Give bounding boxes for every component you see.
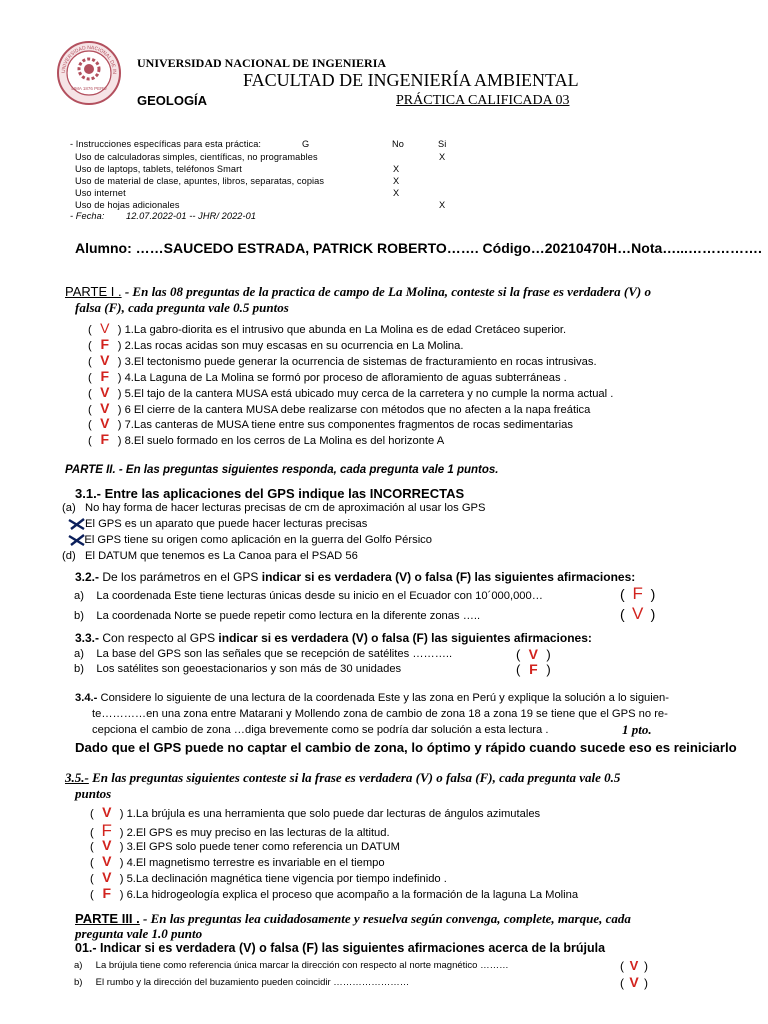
parte1-item: ( V ) 5.El tajo de la cantera MUSA está ubicado muy cerca de la carretera y no cumple la norma actual .	[88, 384, 614, 400]
selected-cross-mark-icon	[68, 534, 86, 546]
parte3-answer: ( V )	[620, 958, 648, 973]
instruction-row-si: X	[439, 152, 446, 162]
answer-mark: F	[100, 368, 110, 384]
fecha-value: 12.07.2022-01 -- JHR/ 2022-01	[126, 211, 257, 221]
q31-title: 3.1.- Entre las aplicaciones del GPS indique las INCORRECTAS	[75, 486, 465, 501]
q35-item: ( V ) 5.La declinación magnética tiene vigencia por tiempo indefinido .	[90, 869, 447, 885]
q32-item: b) La coordenada Norte se puede repetir como lectura en la diferente zonas …..	[74, 610, 481, 622]
parte1-text: - En las 08 preguntas de la practica de campo de La Molina, conteste si la frase es verdadera (V) o	[121, 284, 651, 299]
university-seal-logo	[56, 40, 122, 106]
instructions-g: G	[302, 139, 310, 149]
parte1-item: ( V ) 1.La gabro-diorita es el intrusivo que abunda en La Molina es de edad Cretáceo superior.	[88, 320, 567, 336]
q31-option: (a) No hay forma de hacer lecturas precisas de cm de aproximación al usar los GPS	[62, 502, 486, 514]
answer-mark: V	[629, 974, 639, 990]
answer-mark: V	[102, 837, 112, 853]
answer-mark: V	[100, 400, 110, 416]
q32-item: a) La coordenada Este tiene lecturas únicas desde su inicio en el Ecuador con 10´000,000…	[74, 590, 543, 602]
answer-mark: F	[102, 885, 112, 901]
selected-cross-mark-icon	[68, 518, 86, 530]
answer-mark: V	[102, 853, 112, 869]
instruction-row-text: Uso de laptops, tablets, teléfonos Smart	[75, 164, 242, 174]
instruction-row-text: Uso de hojas adicionales	[75, 200, 180, 210]
faculty-name: FACULTAD DE INGENIERÍA AMBIENTAL	[243, 70, 579, 90]
parte1-label: PARTE I .	[65, 284, 122, 299]
answer-mark: V	[629, 958, 639, 973]
q32-answer: ( V )	[620, 604, 656, 623]
q33-item: b) Los satélites son geoestacionarios y son más de 30 unidades	[74, 663, 402, 675]
q35-item: ( V ) 1.La brújula es una herramienta que solo puede dar lecturas de ángulos azimutales	[90, 804, 541, 820]
instruction-row-text: Uso de calculadoras simples, científicas, no programables	[75, 152, 318, 162]
q32-answer: ( F )	[620, 584, 656, 603]
instruction-row-no: X	[393, 164, 400, 174]
instructions-no-header: No	[392, 139, 404, 149]
answer-mark: F	[529, 661, 538, 677]
answer-mark: V	[100, 320, 110, 336]
q35-item: ( V ) 3.El GPS solo puede tener como referencia un DATUM	[90, 837, 400, 853]
q31-option: (d) El DATUM que tenemos es La Canoa para el PSAD 56	[62, 550, 358, 562]
parte1-item: ( V ) 7.Las canteras de MUSA tiene entre sus componentes fragmentos de rocas sedimentarias	[88, 415, 573, 431]
answer-mark: V	[100, 352, 110, 368]
instruction-row-si: X	[439, 200, 446, 210]
q33-answer: ( V )	[516, 646, 551, 662]
parte1-item: ( V ) 3.El tectonismo puede generar la ocurrencia de sistemas de fracturamiento en rocas intrusivas.	[88, 352, 597, 368]
answer-mark: F	[100, 431, 110, 447]
instruction-row-no: X	[393, 176, 400, 186]
instructions-si-header: Si	[438, 139, 447, 149]
parte3-heading: PARTE III . - En las preguntas lea cuidadosamente y resuelva según convenga, complete, marque, cada	[75, 911, 631, 926]
q34-line-3: cepciona el cambio de zona …diga brevemente como se podría dar solución a esta lectura .	[92, 724, 549, 736]
parte3-heading-2: pregunta vale 1.0 punto	[75, 926, 203, 941]
answer-mark: F	[632, 584, 643, 603]
instruction-row-no: X	[393, 188, 400, 198]
seal-years: LIMA 1876 PERU	[71, 86, 107, 91]
parte1-item: ( F ) 8.El suelo formado en los cerros de La Molina es del horizonte A	[88, 431, 445, 447]
parte1-text-2: falsa (F), cada pregunta vale 0.5 puntos	[75, 300, 289, 315]
q35-item: ( V ) 4.El magnetismo terrestre es invariable en el tiempo	[90, 853, 385, 869]
parte1-item: ( F ) 4.La Laguna de La Molina se formó por proceso de afloramiento de aguas subterráneas .	[88, 368, 567, 384]
seal-text: UNIVERSIDAD NACIONAL DE IN	[60, 44, 118, 75]
parte3-item: a) La brújula tiene como referencia única marcar la dirección con respecto al norte magnético ………	[74, 960, 509, 971]
q31-option: El GPS es un aparato que puede hacer lecturas precisas	[85, 518, 368, 530]
q34-line-1: 3.4.- Considere lo siguiente de una lectura de la coordenada Este y las zona en Perú y explique la solución a lo siguien-	[75, 692, 669, 704]
q35-item: ( F ) 2.El GPS es muy preciso en las lecturas de la altitud.	[90, 821, 390, 840]
parte2-title: PARTE II. - En las preguntas siguientes responda, cada pregunta vale 1 puntos.	[65, 464, 499, 476]
parte1-heading	[65, 284, 651, 300]
parte3-item: b) El rumbo y la dirección del buzamiento pueden coincidir ……………………	[74, 977, 410, 988]
q33-item: a) La base del GPS son las señales que se recepción de satélites ………..	[74, 648, 453, 660]
answer-mark: V	[100, 415, 110, 431]
course-name: GEOLOGÍA	[137, 93, 208, 108]
instructions-title: - Instrucciones específicas para esta práctica:	[70, 139, 262, 149]
q35-heading-2: puntos	[75, 786, 112, 801]
university-name: UNIVERSIDAD NACIONAL DE INGENIERIA	[137, 56, 387, 70]
parte1-item: ( V ) 6 El cierre de la cantera MUSA debe realizarse con métodos que no afecten a la napa freática	[88, 400, 591, 416]
parte3-answer: ( V )	[620, 974, 648, 990]
answer-mark: F	[100, 336, 110, 352]
parte1-item: ( F ) 2.Las rocas acidas son muy escasas en su ocurrencia en La Molina.	[88, 336, 464, 352]
instruction-row-text: Uso internet	[75, 188, 126, 198]
fecha-label: - Fecha:	[70, 211, 105, 221]
answer-mark: V	[528, 646, 539, 662]
q33-title: 3.3.- Con respecto al GPS indicar si es verdadera (V) o falsa (F) las siguientes afirmaciones:	[75, 631, 592, 645]
q31-option: El GPS tiene su origen como aplicación en la guerra del Golfo Pérsico	[84, 534, 432, 546]
q34-points: 1 pto.	[622, 722, 652, 737]
q32-title: 3.2.- De los parámetros en el GPS indicar si es verdadera (V) o falsa (F) las siguientes afirmaciones:	[75, 570, 636, 584]
answer-mark: V	[102, 804, 112, 820]
exam-title: PRÁCTICA CALIFICADA 03	[396, 93, 570, 108]
q35-item: ( F ) 6.La hidrogeología explica el proceso que acompaño a la formación de la laguna La Molina	[90, 885, 579, 901]
answer-mark: F	[101, 821, 112, 840]
instruction-row-text: Uso de material de clase, apuntes, libros, separatas, copias	[75, 176, 325, 186]
answer-mark: V	[632, 604, 644, 623]
q33-answer: ( F )	[516, 661, 551, 677]
student-line: Alumno: ……SAUCEDO ESTRADA, PATRICK ROBERTO……. Código…20210470H…Nota…...…………….	[75, 240, 762, 256]
answer-mark: V	[100, 384, 110, 400]
parte3-q01-title: 01.- Indicar si es verdadera (V) o falsa (F) las siguientes afirmaciones acerca de la brújula	[75, 941, 606, 955]
q34-line-2: te…………en una zona entre Matarani y Mollendo zona de cambio de zona 18 a zona 19 se tiene que el GPS no re-	[92, 708, 668, 720]
q34-answer: Dado que el GPS puede no captar el cambio de zona, lo óptimo y rápido cuando sucede eso es reiniciarlo	[75, 740, 737, 755]
answer-mark: V	[102, 869, 112, 885]
q35-heading: 3.5.- En las preguntas siguientes conteste si la frase es verdadera (V) o falsa (F), cada pregunta vale 0.5	[65, 770, 621, 785]
